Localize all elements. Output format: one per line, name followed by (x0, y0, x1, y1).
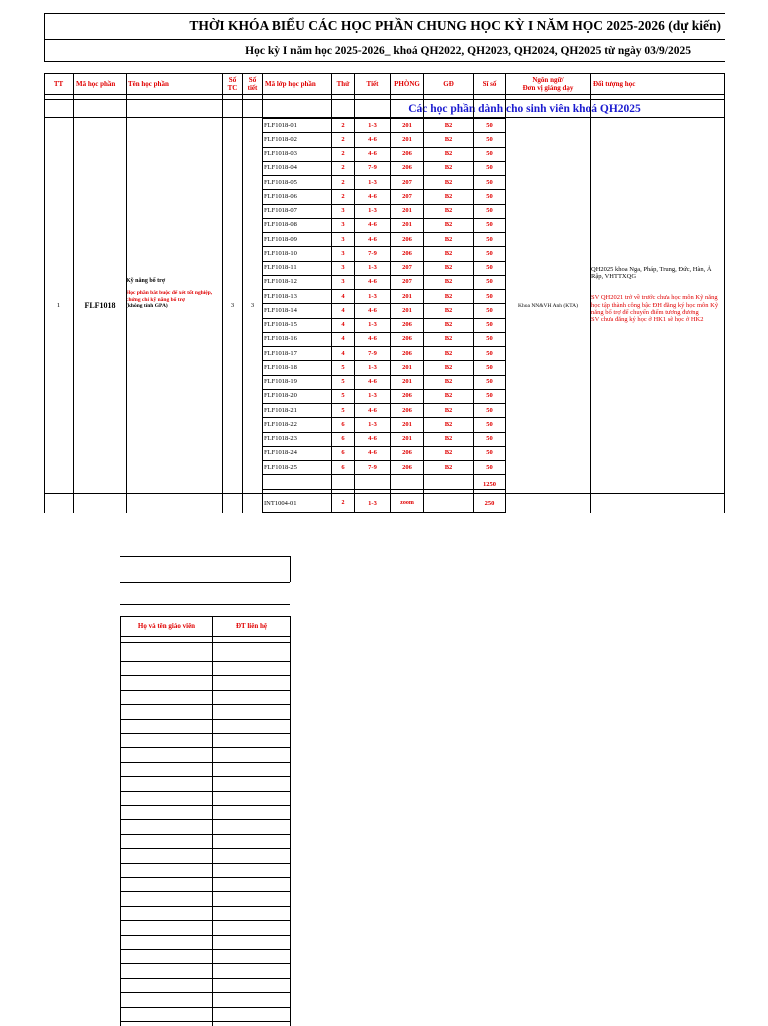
class-room: 207 (402, 278, 412, 286)
header-course-code: Mã học phần (76, 79, 116, 88)
teacher-grid-line (120, 616, 290, 617)
course-credits: 3 (230, 302, 235, 309)
course-note-required: Học phần bắt buộc để xét tốt nghiệp, chứng chỉ kỹ năng bổ trợ (126, 290, 213, 303)
class-enrollment: 50 (486, 306, 493, 314)
next-class-period: 1-3 (368, 499, 377, 507)
course-target-block (591, 266, 725, 323)
teacher-col-phone: ĐT liên hệ (236, 622, 267, 630)
teacher-grid-line (120, 834, 290, 835)
teacher-grid-line (120, 877, 290, 878)
class-enrollment: 50 (486, 292, 493, 300)
class-enrollment: 50 (486, 221, 493, 229)
class-day: 3 (341, 264, 345, 272)
grid-line (262, 318, 505, 319)
class-building: B2 (444, 164, 453, 172)
class-period: 4-6 (368, 335, 377, 343)
class-building: B2 (444, 235, 453, 243)
grid-line (44, 99, 725, 100)
class-code: FLF1018-11 (264, 264, 297, 272)
header-credits-line1: Số (228, 75, 237, 84)
teacher-grid-line (212, 616, 213, 1026)
teacher-grid-line (120, 819, 290, 820)
class-enrollment: 50 (486, 207, 493, 215)
header-tt: TT (53, 79, 64, 88)
class-room: 206 (402, 335, 412, 343)
teacher-grid-line (120, 747, 290, 748)
grid-line (44, 94, 725, 95)
header-day: Thứ (336, 79, 350, 88)
header-course-name: Tên học phần (128, 79, 169, 88)
class-room: 206 (402, 249, 412, 257)
class-building: B2 (444, 335, 453, 343)
class-period: 4-6 (368, 306, 377, 314)
class-enrollment: 50 (486, 164, 493, 172)
course-index: 1 (56, 302, 61, 309)
class-enrollment: 50 (486, 435, 493, 443)
header-teaching-unit-line1: Ngôn ngữ/ (532, 75, 564, 84)
class-enrollment: 50 (486, 278, 493, 286)
class-day: 4 (341, 321, 345, 329)
class-room: 207 (402, 192, 412, 200)
class-day: 3 (341, 235, 345, 243)
grid-line (354, 73, 355, 513)
class-code: FLF1018-08 (264, 221, 297, 229)
grid-line (262, 275, 505, 276)
teacher-grid-line (120, 719, 290, 720)
class-code: FLF1018-10 (264, 249, 297, 257)
grid-line (262, 512, 505, 513)
class-building: B2 (444, 392, 453, 400)
course-target-cohort: QH2025 khoa Nga, Pháp, Trung, Đức, Hàn, Ả Rập, VHTTXQG (591, 266, 712, 281)
next-class-room: zoom (400, 500, 414, 506)
class-day: 2 (341, 135, 345, 143)
class-period: 4-6 (368, 221, 377, 229)
class-building: B2 (444, 349, 453, 357)
class-day: 3 (341, 278, 345, 286)
page-title: THỜI KHÓA BIỂU CÁC HỌC PHẦN CHUNG HỌC KỲ I NĂM HỌC 2025-2026 (dự kiến) (189, 18, 721, 33)
class-enrollment: 50 (486, 249, 493, 257)
class-room: 206 (402, 150, 412, 158)
grid-line (590, 73, 591, 513)
class-room: 201 (402, 435, 412, 443)
class-code: FLF1018-16 (264, 335, 297, 343)
grid-line (73, 73, 74, 513)
class-room: 201 (402, 221, 412, 229)
teacher-grid-line (120, 791, 290, 792)
class-building: B2 (444, 406, 453, 414)
class-room: 201 (402, 121, 412, 129)
class-room: 206 (402, 349, 412, 357)
course-periods: 3 (250, 302, 255, 309)
class-code: FLF1018-02 (264, 135, 297, 143)
class-building: B2 (444, 449, 453, 457)
class-room: 201 (402, 306, 412, 314)
grid-line (262, 303, 505, 304)
class-period: 4-6 (368, 378, 377, 386)
class-code: FLF1018-15 (264, 321, 297, 329)
grid-line (262, 73, 263, 513)
class-code: FLF1018-07 (264, 207, 297, 215)
class-room: 201 (402, 378, 412, 386)
class-building: B2 (444, 135, 453, 143)
section-title: Các học phần dành cho sinh viên khoá QH2025 (408, 102, 641, 115)
header-credits-line2: TC (227, 83, 238, 92)
class-day: 2 (341, 164, 345, 172)
class-day: 6 (341, 435, 345, 443)
class-day: 5 (341, 378, 345, 386)
teacher-grid-line (120, 690, 290, 691)
grid-line (262, 432, 505, 433)
teacher-grid-line (120, 675, 290, 676)
next-class-code: INT1004-01 (264, 499, 297, 507)
class-room: 206 (402, 321, 412, 329)
class-period: 4-6 (368, 235, 377, 243)
teacher-grid-line (120, 920, 290, 921)
class-period: 7-9 (368, 349, 377, 357)
class-day: 6 (341, 449, 345, 457)
class-period: 4-6 (368, 135, 377, 143)
class-enrollment: 50 (486, 406, 493, 414)
class-day: 6 (341, 463, 345, 471)
class-code: FLF1018-03 (264, 150, 297, 158)
grid-line (44, 493, 725, 494)
class-day: 2 (341, 150, 345, 158)
class-day: 2 (341, 192, 345, 200)
class-day: 5 (341, 363, 345, 371)
class-room: 206 (402, 406, 412, 414)
grid-line (262, 289, 505, 290)
class-code: FLF1018-24 (264, 449, 297, 457)
grid-line (262, 118, 505, 119)
class-period: 1-3 (368, 292, 377, 300)
class-code: FLF1018-01 (264, 121, 297, 129)
class-room: 207 (402, 178, 412, 186)
next-class-enrollment: 250 (484, 499, 495, 507)
class-day: 3 (341, 207, 345, 215)
grid-line (331, 73, 332, 513)
teacher-grid-line (120, 616, 121, 1026)
teacher-grid-line (120, 1007, 290, 1008)
class-day: 5 (341, 392, 345, 400)
grid-line (262, 246, 505, 247)
class-building: B2 (444, 420, 453, 428)
course-code: FLF1018 (84, 301, 116, 310)
class-room: 206 (402, 164, 412, 172)
class-period: 4-6 (368, 449, 377, 457)
class-room: 201 (402, 420, 412, 428)
class-enrollment: 50 (486, 192, 493, 200)
class-building: B2 (444, 463, 453, 471)
class-period: 1-3 (368, 207, 377, 215)
header-class-code: Mã lớp học phần (265, 79, 316, 88)
teacher-grid-line (120, 978, 290, 979)
grid-line (222, 73, 223, 513)
class-period: 4-6 (368, 192, 377, 200)
grid-line (126, 73, 127, 513)
header-room: PHÒNG (394, 79, 420, 88)
class-period: 7-9 (368, 463, 377, 471)
class-enrollment: 50 (486, 378, 493, 386)
class-period: 1-3 (368, 363, 377, 371)
class-building: B2 (444, 378, 453, 386)
course-note-gpa: (không tính GPA) (126, 303, 168, 309)
header-periods-line2: tiết (247, 83, 258, 92)
class-day: 4 (341, 292, 345, 300)
teacher-grid-line (120, 704, 290, 705)
class-code: FLF1018-20 (264, 392, 297, 400)
class-room: 207 (402, 264, 412, 272)
grid-line (724, 73, 725, 513)
grid-line (505, 73, 506, 513)
class-day: 4 (341, 349, 345, 357)
class-day: 3 (341, 221, 345, 229)
class-building: B2 (444, 264, 453, 272)
header-credits (223, 73, 242, 94)
class-period: 7-9 (368, 249, 377, 257)
class-period: 1-3 (368, 420, 377, 428)
class-building: B2 (444, 207, 453, 215)
class-room: 206 (402, 235, 412, 243)
class-period: 1-3 (368, 178, 377, 186)
class-enrollment: 50 (486, 463, 493, 471)
grid-line (262, 189, 505, 190)
class-building: B2 (444, 306, 453, 314)
class-period: 4-6 (368, 278, 377, 286)
class-enrollment: 50 (486, 135, 493, 143)
class-enrollment: 50 (486, 235, 493, 243)
grid-line (262, 346, 505, 347)
class-period: 4-6 (368, 406, 377, 414)
class-code: FLF1018-14 (264, 306, 297, 314)
grid-line (473, 73, 474, 513)
class-period: 1-3 (368, 321, 377, 329)
class-day: 3 (341, 249, 345, 257)
class-code: FLF1018-23 (264, 435, 297, 443)
class-enrollment: 50 (486, 321, 493, 329)
teacher-grid-line (120, 805, 290, 806)
header-enrollment: Sĩ số (482, 79, 497, 88)
teacher-grid-line (120, 762, 290, 763)
class-code: FLF1018-25 (264, 463, 297, 471)
course-teaching-unit: Khoa NN&VH Anh (KTA) (518, 302, 578, 309)
grid-line (262, 375, 505, 376)
grid-line (262, 360, 505, 361)
grid-line (262, 489, 505, 490)
grid-line (262, 218, 505, 219)
teacher-grid-line (120, 891, 290, 892)
grid-line (262, 460, 505, 461)
class-building: B2 (444, 435, 453, 443)
class-building: B2 (444, 178, 453, 186)
class-enrollment: 50 (486, 349, 493, 357)
class-room: 201 (402, 135, 412, 143)
class-period: 1-3 (368, 392, 377, 400)
grid-line (262, 332, 505, 333)
page-subtitle: Học kỳ I năm học 2025-2026_ khoá QH2022, QH2023, QH2024, QH2025 từ ngày 03/9/2025 (245, 45, 691, 57)
grid-line (262, 403, 505, 404)
grid-line (262, 132, 505, 133)
class-building: B2 (444, 121, 453, 129)
teacher-grid-line (120, 848, 290, 849)
grid-line (390, 73, 391, 513)
course-target-note-2: SV chưa đăng ký học ở HK1 sẽ học ở HK2 (591, 316, 704, 324)
header-building: GĐ (443, 79, 454, 88)
header-teaching-unit-line2: Đơn vị giảng dạy (522, 83, 574, 92)
class-enrollment: 50 (486, 392, 493, 400)
next-class-day: 2 (341, 500, 345, 506)
header-period: Tiết (366, 79, 379, 88)
class-day: 4 (341, 335, 345, 343)
class-code: FLF1018-21 (264, 406, 297, 414)
teacher-grid-line (120, 661, 290, 662)
teacher-col-name: Họ và tên giáo viên (137, 622, 196, 630)
grid-line (44, 73, 725, 74)
teacher-grid-line (120, 1021, 290, 1022)
teacher-grid-line (120, 642, 290, 643)
grid-line (242, 73, 243, 513)
teacher-grid-line (120, 863, 290, 864)
teacher-grid-line (120, 949, 290, 950)
grid-line (262, 175, 505, 176)
class-enrollment: 50 (486, 335, 493, 343)
course-name: Kỹ năng bổ trợ (126, 278, 166, 284)
grid-line (262, 161, 505, 162)
grid-line (262, 261, 505, 262)
course-target-note-1: SV QH2021 trở về trước chưa học môn Kỹ năng học tập thành công bậc ĐH đăng ký học môn Kỹ năng bổ trợ để chuyển điểm tương đương (591, 294, 719, 316)
grid-line (262, 474, 505, 475)
teacher-grid-line (290, 616, 291, 1026)
grid-line (262, 446, 505, 447)
class-day: 6 (341, 420, 345, 428)
header-target: Đối tượng học (593, 79, 636, 88)
class-enrollment: 50 (486, 363, 493, 371)
grid-line (262, 232, 505, 233)
grid-line (44, 73, 45, 513)
class-day: 4 (341, 306, 345, 314)
teacher-grid-line (120, 636, 290, 637)
class-code: FLF1018-04 (264, 164, 297, 172)
grid-line (262, 389, 505, 390)
class-period: 4-6 (368, 435, 377, 443)
class-enrollment: 50 (486, 150, 493, 158)
teacher-grid-line (120, 963, 290, 964)
class-period: 4-6 (368, 150, 377, 158)
course-name-block (126, 278, 222, 310)
class-day: 2 (341, 121, 345, 129)
enrollment-total: 1250 (483, 480, 496, 488)
class-building: B2 (444, 192, 453, 200)
grid-line (262, 204, 505, 205)
grid-line (262, 147, 505, 148)
class-code: FLF1018-12 (264, 278, 297, 286)
class-room: 201 (402, 292, 412, 300)
class-code: FLF1018-17 (264, 349, 297, 357)
class-enrollment: 50 (486, 264, 493, 272)
grid-line (423, 73, 424, 513)
class-enrollment: 50 (486, 178, 493, 186)
class-building: B2 (444, 249, 453, 257)
class-day: 2 (341, 178, 345, 186)
class-enrollment: 50 (486, 449, 493, 457)
class-code: FLF1018-22 (264, 420, 297, 428)
class-building: B2 (444, 278, 453, 286)
teacher-grid-line (120, 733, 290, 734)
class-day: 5 (341, 406, 345, 414)
grid-line (262, 417, 505, 418)
class-room: 206 (402, 463, 412, 471)
teacher-grid-line (120, 776, 290, 777)
class-room: 206 (402, 449, 412, 457)
header-teaching-unit (506, 73, 590, 94)
class-building: B2 (444, 292, 453, 300)
class-room: 206 (402, 392, 412, 400)
class-period: 7-9 (368, 164, 377, 172)
class-code: FLF1018-18 (264, 363, 297, 371)
class-enrollment: 50 (486, 121, 493, 129)
class-code: FLF1018-19 (264, 378, 297, 386)
teacher-grid-line (120, 992, 290, 993)
class-building: B2 (444, 363, 453, 371)
class-building: B2 (444, 221, 453, 229)
teacher-grid-line (120, 935, 290, 936)
class-building: B2 (444, 321, 453, 329)
teacher-grid-line (120, 906, 290, 907)
class-enrollment: 50 (486, 420, 493, 428)
class-code: FLF1018-05 (264, 178, 297, 186)
class-building: B2 (444, 150, 453, 158)
class-code: FLF1018-09 (264, 235, 297, 243)
class-code: FLF1018-13 (264, 292, 297, 300)
header-periods (243, 73, 262, 94)
class-room: 201 (402, 363, 412, 371)
header-periods-line1: Số (248, 75, 257, 84)
class-period: 1-3 (368, 264, 377, 272)
class-code: FLF1018-06 (264, 192, 297, 200)
class-period: 1-3 (368, 121, 377, 129)
class-room: 201 (402, 207, 412, 215)
